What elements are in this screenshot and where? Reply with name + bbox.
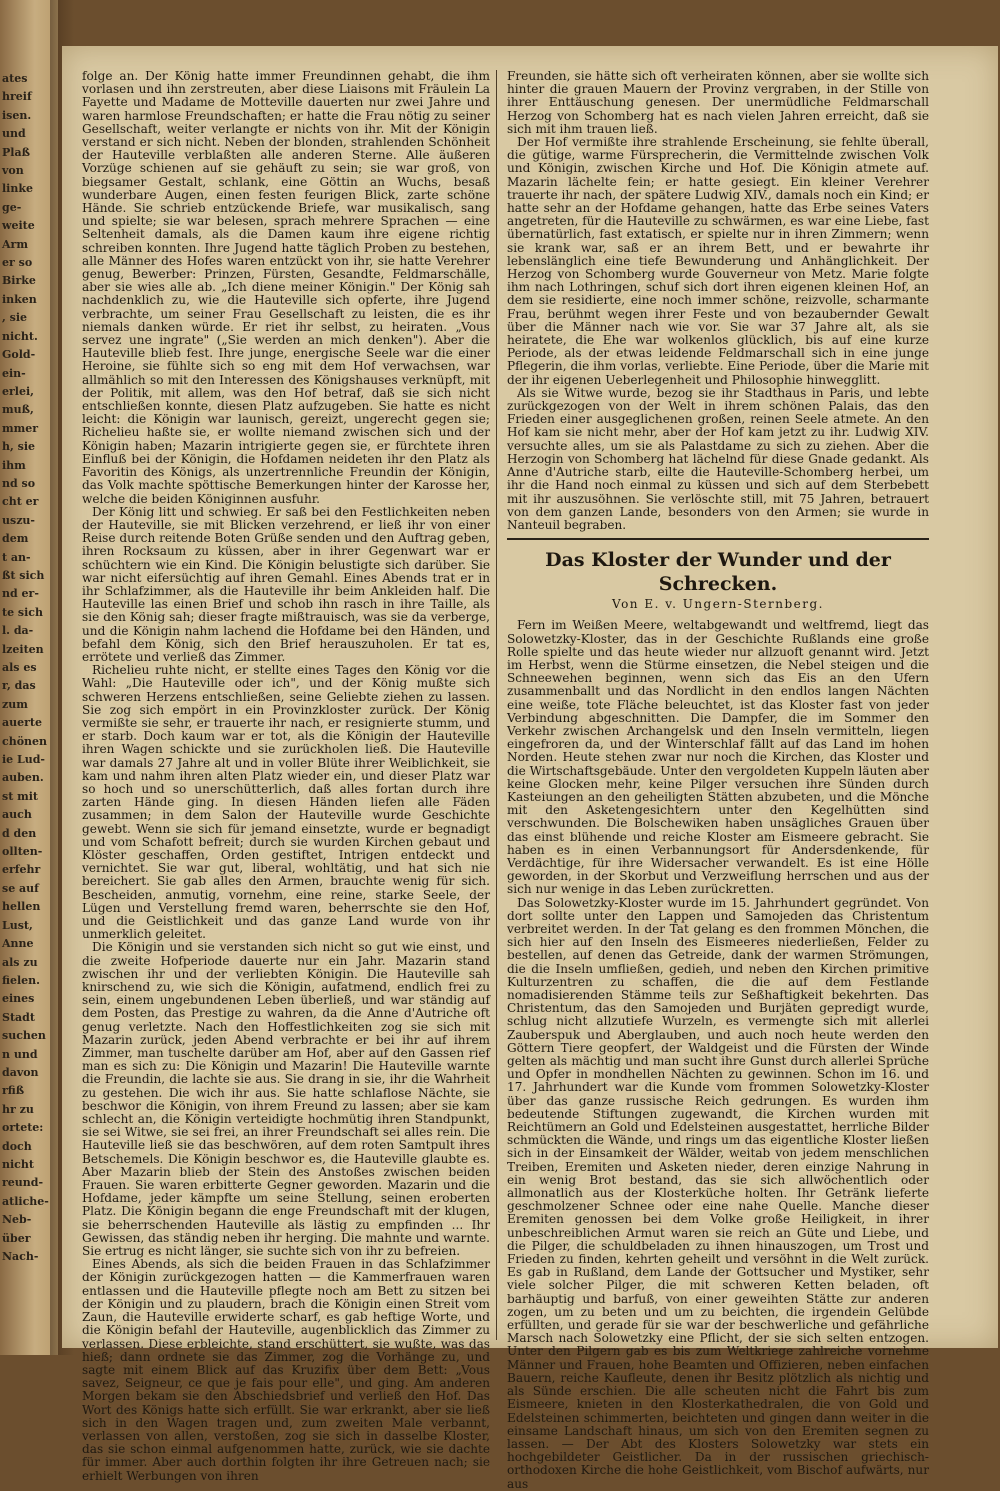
margin-fragment: zum <box>2 698 28 711</box>
margin-fragment: ein- <box>2 367 26 380</box>
margin-fragment: erlei, <box>2 385 34 398</box>
margin-fragment: atliche- <box>2 1195 49 1208</box>
margin-fragment: , sie <box>2 311 28 324</box>
margin-fragment: auerte <box>2 716 42 729</box>
margin-fragment: muß, <box>2 403 34 416</box>
article-byline: Von E. v. Ungern-Sternberg. <box>612 597 824 612</box>
margin-fragment: Birke <box>2 274 36 287</box>
margin-fragment: weite <box>2 219 35 232</box>
margin-fragment: cht er <box>2 495 39 508</box>
newspaper-page <box>62 46 998 1491</box>
margin-fragment: st mit <box>2 790 39 803</box>
margin-fragment: als es <box>2 661 37 674</box>
margin-fragment: Arm <box>2 238 28 251</box>
margin-fragment: mmer <box>2 422 39 435</box>
margin-fragment: se auf <box>2 882 39 895</box>
margin-fragment: te sich <box>2 606 43 619</box>
margin-fragment: fielen. <box>2 974 41 987</box>
margin-fragment: reund- <box>2 1176 44 1189</box>
left-column <box>82 69 490 1483</box>
margin-fragment: Plaß <box>2 146 30 159</box>
margin-fragment: lzeiten <box>2 643 44 656</box>
margin-fragment: nicht. <box>2 330 38 343</box>
margin-fragment: eines <box>2 992 35 1005</box>
margin-fragment: d den <box>2 827 37 840</box>
paragraph: Als sie Witwe wurde, bezog sie ihr Stadthaus in Paris, und lebte zurückgezogen von der Welt in ihrem schönen Palais, das den Frieden einer ausgeglichenen großen, reinen Seele atmete. An den Hof kam sie nicht mehr, aber der Hof kam jetzt zu ihr. Ludwig XIV. versuchte alles, um sie als Palastdame zu sich zu ziehen. Aber die Herzogin von Schomberg hat lächelnd für diese Gnade gedankt. Als Anne d'Autriche starb, eilte die Hauteville-Schomberg herbei, um ihr die Hand noch einmal zu küssen und sich auf dem Sterbebett mit ihr auszusöhnen. Sie verlöschte still, mit 75 Jahren, betrauert von dem ganzen Lande, besonders von den Armen; sie wurde in Nanteuil begraben. <box>507 385 929 532</box>
paragraph: folge an. Der König hatte immer Freundinnen gehabt, die ihm vorlasen und ihn zerstreuten, aber diese Liaisons mit Fräulein La Fayette und Madame de Motteville dauerten nur zwei Jahre und waren harmlose Freundschaften; er hatte die Frau nötig zu seiner Gesellschaft, weiter verlangte er nichts von ihr. Mit der Königin verstand er sich nicht. Neben der blonden, strahlenden Schönheit der Hauteville verblaßten alle anderen Sterne. Alle äußeren Vorzüge schienen auf sie gehäuft zu sein; sie war groß, von biegsamer Gestalt, schlank, eine Göttin an Wuchs, besaß wunderbare Augen, einen festen feurigen Blick, zarte schöne Hände. Sie schrieb entzückende Briefe, war musikalisch, sang und spielte; sie war belesen, sprach mehrere Sprachen — eine Seltenheit damals, als die Damen kaum ihre eigene richtig schreiben konnten. Ihre Jugend hatte täglich Proben zu bestehen, alle Männer des Hofes waren entzückt von ihr, sie hatte Verehrer genug, Bewerber: Prinzen, Fürsten, Gesandte, Feldmarschälle, aber sie wies alle ab. „Ich diene meiner Königin." Der König sah nachdenklich zu, wie die Hauteville sich opferte, ihre Jugend verbrachte, um seiner Frau Gesellschaft zu leisten, die es ihr niemals danken würde. Er riet ihr selbst, zu heiraten. „Vous servez une ingrate" („Sie werden an mich denken"). Aber die Hauteville blieb fest. Ihre junge, energische Seele war die einer Heroine, sie fühlte sich so eng mit dem Hof verwachsen, war allmählich so mit den Interessen des Königshauses verknüpft, mit der Politik, mit allem, was den Hof betraf, daß sie sich nicht entschließen konnte, diesen Platz aufzugeben. Sie hatte es nicht leicht: die Königin war launisch, gereizt, ungerecht gegen sie; Richelieu haßte sie, er wollte niemand zwischen sich und der Königin haben; Mazarin intrigierte gegen sie, er fürchtete ihren Einfluß bei der Königin, die Hofdamen neideten ihr den Platz als Favoritin des Königs, als unzertrennliche Freundin der Königin, das Volk machte spöttische Bemerkungen hinter der Karosse her, welche die beiden Königinnen ausfuhr. <box>82 69 490 506</box>
margin-fragment: über <box>2 1232 31 1245</box>
margin-fragment: hellen <box>2 900 41 913</box>
margin-fragment: h, sie <box>2 440 36 453</box>
margin-fragment: dem <box>2 532 29 545</box>
margin-fragment: davon <box>2 1066 39 1079</box>
margin-fragment: Stadt <box>2 1011 35 1024</box>
margin-fragment: ihm <box>2 459 26 472</box>
margin-fragment: inken <box>2 293 37 306</box>
margin-fragment: Lust, <box>2 919 33 932</box>
paragraph: Der König litt und schwieg. Er saß bei den Festlichkeiten neben der Hauteville, sie mit Blicken verzehrend, er ließ ihr von einer Reise durch reitende Boten Grüße senden und den Auftrag geben, ihren Rocksaum zu küssen, aber in ihrer Gegenwart war er schüchtern wie ein Kind. Die Königin belustigte sich darüber. Sie war nicht eifersüchtig auf ihren Gemahl. Eines Abends trat er in ihr Schlafzimmer, als die Hauteville ihr beim Ankleiden half. Die Hauteville las einen Brief und schob ihn rasch in ihre Taille, als sie den König sah; dieser fragte mißtrauisch, was sie da verberge, und die Königin nahm lachend die Hofdame bei den Händen, und befahl dem König, sich den Brief herauszuholen. Er tat es, errötete und verließ das Zimmer. <box>82 504 490 664</box>
margin-fragment: Nach- <box>2 1250 39 1263</box>
margin-fragment: ates <box>2 72 28 85</box>
margin-fragment: auch <box>2 808 32 821</box>
paragraph: Eines Abends, als sich die beiden Frauen in das Schlafzimmer der Königin zurückgezogen hatten — die Kammerfrauen waren entlassen und die Hauteville pflegte noch am Bett zu sitzen bei der Königin und zu plaudern, brach die Königin einen Streit vom Zaun, die Hauteville erwiderte scharf, es gab heftige Worte, und die Königin befahl der Hauteville, augenblicklich das Zimmer zu verlassen. Diese erbleichte, stand erschüttert, sie wußte, was das hieß; dann ordnete sie das Zimmer, zog die Vorhänge zu, und sagte mit einem Blick auf das Kruzifix über dem Bett: „Vous savez, Seigneur, ce que je fais pour elle", und ging. Am anderen Morgen bekam sie den Abschiedsbrief und verließ den Hof. Das Wort des Königs hatte sich erfüllt. Sie war erkrankt, aber sie ließ sich in den Wagen tragen und, zum zweiten Male verbannt, verlassen von allen, verstoßen, zog sie sich in dasselbe Kloster, das sie schon einmal aufgenommen hatte, zurück, wie sie dachte für immer. Aber auch dorthin folgten ihr ihre Getreuen nach; sie erhielt Werbungen von ihren <box>82 1257 490 1483</box>
margin-fragment: rfiß <box>2 1084 25 1097</box>
margin-fragment: chönen <box>2 735 48 748</box>
paragraph: Freunden, sie hätte sich oft verheiraten können, aber sie wollte sich hinter die grauen Mauern der Provinz vergraben, in der Stille von ihrer Enttäuschung genesen. Der unermüdliche Feldmarschall Herzog von Schomberg hat es nach vielen Jahren erreicht, daß sie sich mit ihm trauen ließ. <box>507 69 929 136</box>
margin-fragment: hr zu <box>2 1103 34 1116</box>
margin-fragment: Anne <box>2 937 34 950</box>
margin-fragment: t an- <box>2 551 31 564</box>
margin-fragment: r, das <box>2 679 36 692</box>
margin-fragment: uszu- <box>2 514 35 527</box>
margin-fragment: nd er- <box>2 587 39 600</box>
paragraph: Der Hof vermißte ihre strahlende Erscheinung, sie fehlte überall, die gütige, warme Fürsprecherin, die Vermittelnde zwischen Volk und Königin, zwischen Kirche und Hof. Die Königin atmete auf. Mazarin lächelte fein; er hatte gesiegt. Ein kleiner Verehrer trauerte ihr nach, der spätere Ludwig XIV., damals noch ein Kind; er hatte sehr an der Hofdame gehangen, hatte das Erbe seines Vaters angetreten, für die Hauteville zu schwärmen, es war eine Liebe, fast übernatürlich, fast extatisch, er spielte nur in ihren Zimmern; wenn sie krank war, saß er an ihrem Bett, und er bewahrte ihr lebenslänglich eine tiefe Bewunderung und Anhänglichkeit. Der Herzog von Schomberg wurde Gouverneur von Metz. Marie folgte ihm nach Lothringen, schuf sich dort ihren eigenen kleinen Hof, an dem sie residierte, eine noch immer schöne, reizvolle, scharmante Frau, berühmt wegen ihrer Feste und von bezaubernder Gewalt über die Männer nach wie vor. Sie war 37 Jahre alt, als sie heiratete, die Ehe war wolkenlos glücklich, bis auf eine kurze Periode, als der etwas leidende Feldmarschall sich in eine junge Pflegerin, die ihm vorlas, verliebte. Eine Periode, über die Marie mit der ihr eigenen Ueberlegenheit und Philosophie hinwegglitt. <box>507 135 929 387</box>
margin-fragment: nicht <box>2 1158 34 1171</box>
article-separator <box>507 538 929 540</box>
paragraph: Das Solowetzky-Kloster wurde im 15. Jahrhundert gegründet. Von dort sollte unter den Lappen und Samojeden das Christentum verbreitet werden. In der Tat gelang es den frommen Mönchen, die sich hier auf den Inseln des Eismeeres niederließen, Felder zu bestellen, auf denen das Getreide, dank der warmen Strömungen, die die Inseln umfließen, gedieh, und neben den Kirchen primitive Kulturzentren zu schaffen, die die auf dem Festlande nomadisierenden Stämme teils zur Seßhaftigkeit bekehrten. Das Christentum, das den Samojeden und Burjäten gepredigt wurde, schlug nicht allzutiefe Wurzeln, es vermengte sich mit allerlei Zauberspuk und Aberglauben, und auch noch heute werden den Göttern Tiere geopfert, der Waldgeist und die Fürsten der Winde gelten als mächtig und man sucht ihre Gunst durch allerlei Sprüche und Opfer in mondhellen Nächten zu gewinnen. Schon im 16. und 17. Jahrhundert war die Kunde vom frommen Solowetzky-Kloster über das ganze russische Reich gedrungen. Es wurden ihm bedeutende Stiftungen zugewandt, die Kirchen wurden mit Reichtümern an Gold und Edelsteinen ausgestattet, herrliche Bilder schmückten die Wände, und rings um das eigentliche Kloster ließen sich in der Einsamkeit der Wälder, weitab von jedem menschlichen Treiben, Eremiten und Asketen nieder, deren einzige Nahrung in ein wenig Brot bestand, das sie sich allwöchentlich oder allmonatlich aus der Klosterküche holten. Ihr Getränk lieferte geschmolzener Schnee oder eine nahe Quelle. Manche dieser Eremiten genossen bei dem Volke große Heiligkeit, in ihrer unbeschreiblichen Armut waren sie reich an Güte und Liebe, und die Pilger, die schuldbeladen zu ihnen hinauszogen, um Trost und Frieden zu finden, kehrten geheilt und versöhnt in die Welt zurück. Es gab in Rußland, dem Lande der Gottsucher und Mystiker, sehr viele solcher Pilger, die mit schweren Ketten beladen, oft barhäuptig und barfuß, von einer geweihten Stätte zur anderen zogen, um zu beten und um zu beichten, die irgendein Gelübde erfüllten, und gerade für sie war der beschwerliche und gefährliche Marsch nach Solowetzky eine Pflicht, der sie sich selten entzogen. Unter den Pilgern gab es bis zum Weltkriege zahlreiche vornehme Männer und Frauen, hohe Beamten und Offizieren, neben einfachen Bauern, reiche Kaufleute, denen ihr Besitz plötzlich als nichtig und als Sünde erschien. Die alle scheuten nicht die Fahrt bis zum Eismeere, knieten in den Klosterkathedralen, die von Gold und Edelsteinen schimmerten, beichteten und gingen dann weiter in die einsame Landschaft hinaus, um sich von den Eremiten segnen zu lassen. — Der Abt des Klosters Solowetzky war stets ein hochgebildeter Geistlicher. Da in der russischen griechisch-orthodoxen Kirche die hohe Geistlichkeit, vom Bischof aufwärts, nur aus <box>507 895 929 1491</box>
margin-fragment: von <box>2 164 24 177</box>
margin-fragment: ßt sich <box>2 569 45 582</box>
margin-fragment: ortete: <box>2 1121 44 1134</box>
margin-fragment: nd so <box>2 477 36 490</box>
margin-fragment: n und <box>2 1048 38 1061</box>
margin-fragment: linke <box>2 182 33 195</box>
margin-fragment: auben. <box>2 771 44 784</box>
margin-fragment: suchen <box>2 1029 46 1042</box>
paragraph: Richelieu ruhte nicht, er stellte eines Tages den König vor die Wahl: „Die Hauteville oder ich", und der König mußte sich schweren Herzens entschließen, seine Geliebte ziehen zu lassen. Sie zog sich empört in ein Provinzkloster zurück. Der König vermißte sie sehr, er trauerte ihr nach, er resignierte stumm, und er starb. Doch kaum war er tot, als die Königin der Hauteville ihren Wagen schickte und sie zurückholen ließ. Die Hauteville war damals 27 Jahre alt und in voller Blüte ihrer Weiblichkeit, sie kam und nahm ihren alten Platz wieder ein, und dieser Platz war so hoch und so unerschütterlich, daß alles fortan durch ihre zarten Hände ging. In diesen Händen liefen alle Fäden zusammen; in dem Salon der Hauteville wurde Geschichte gewebt. Wenn sie sich für jemand einsetzte, wurde er begnadigt und vom Schafott befreit; durch sie wurden Kirchen gebaut und Klöster geschaffen, Orden gestiftet, Intrigen entdeckt und vernichtet. Sie war gut, liberal, wohltätig, und hat sich nie bereichert. Sie gab alles den Armen, brauchte wenig für sich. Bescheiden, anmutig, vornehm, eine reine, starke Seele, der Lügen und Verstellung fremd waren, beherrschte sie den Hof, und die Geistlichkeit und das ganze Land wurde von ihr unmerklich geleitet. <box>82 663 490 942</box>
column-divider <box>496 70 497 1340</box>
right-column <box>507 69 929 1491</box>
margin-fragment: erfehr <box>2 863 41 876</box>
margin-fragment: ollten- <box>2 845 43 858</box>
margin-fragment: und <box>2 127 26 140</box>
paragraph: Die Königin und sie verstanden sich nicht so gut wie einst, und die zweite Hofperiode dauerte nur ein Jahr. Mazarin stand zwischen ihr und der verliebten Königin. Die Hauteville sah knirschend zu, wie sich die Königin, aufatmend, endlich frei zu sein, einem ungebundenen Leben überließ, und war ständig auf dem Posten, das Prestige zu wahren, da die Anne d'Autriche oft genug verletzte. Nach den Hoffestlichkeiten zog sie sich mit Mazarin zurück, jeden Abend verbrachte er bei ihr auf ihrem Zimmer, man tuschelte darüber am Hof, aber auf den Gassen rief man es sich zu: Die Königin und Mazarin! Die Hauteville warnte die Freundin, die lachte sie aus. Sie drang in sie, ihr die Wahrheit zu gestehen. Die wich ihr aus. Sie hatte schlaflose Nächte, sie beschwor die Königin, von ihrem Freund zu lassen; aber sie kam schlecht an, die Königin verteidigte hochmütig ihren Standpunkt, sie sei Witwe, sie sei frei, an ihrer Freundschaft sei alles rein. Die Hauteville ließ sie das beschwören, auf dem roten Samtpult ihres Betschemels. Die Königin beschwor es, die Hauteville glaubte es. Aber Mazarin blieb der Stein des Anstoßes zwischen beiden Frauen. Sie waren erbitterte Gegner geworden. Mazarin und die Hofdame, jeder kämpfte um seine Stellung, seinen eroberten Platz. Die Königin begann die enge Freundschaft mit der klugen, sie beherrschenden Hauteville als lästig zu empfinden ... Ihr Gewissen, das ständig neben ihr herging. Die mahnte und warnte. Sie ertrug es nicht länger, sie suchte sich von ihr zu befreien. <box>82 940 490 1259</box>
margin-fragment: ie Lud- <box>2 753 45 766</box>
margin-fragment: hreif <box>2 90 32 103</box>
paragraph: Fern im Weißen Meere, weltabgewandt und weltfremd, liegt das Solowetzky-Kloster, das in der Geschichte Rußlands eine große Rolle spielte und das heute wieder nur allzuoft genannt wird. Jetzt im Herbst, wenn die Stürme einsetzen, die Nebel steigen und die Schneewehen beginnen, wenn sich das Eis an den Ufern zusammenballt und das Nordlicht in den endlos langen Nächten eine weiße, tote Fläche beleuchtet, ist das Kloster fast von jeder Verbindung abgeschnitten. Die Dampfer, die im Sommer den Verkehr zwischen Archangelsk und den Inseln vermitteln, liegen eingefroren da, und der Winterschlaf fällt auf das Land im hohen Norden. Heute stehen zwar nur noch die Kirchen, das Kloster und die Wirtschaftsgebäude. Unter den vergoldeten Kuppeln läuten aber keine Glocken mehr, keine Pilger versuchen ihre Sünden durch Kasteiungen an den geheiligten Stätten abzubeten, und die Mönche mit den Asketengesichtern unter den Kegelhütten sind verschwunden. Die Bolschewiken haben unsägliches Grauen über das einst blühende und reiche Kloster am Eismeere gebracht. Sie haben es in einen Verbannungsort für Andersdenkende, für Verdächtige, für ihre Widersacher verwandelt. Es ist eine Hölle geworden, in der Skorbut und Verzweiflung herrschen und aus der sich nur wenige in das Leben zurückretten. <box>507 618 929 897</box>
margin-fragment: doch <box>2 1140 32 1153</box>
margin-fragment: ge- <box>2 201 22 214</box>
margin-fragment: isen. <box>2 109 32 122</box>
margin-fragment: er so <box>2 256 33 269</box>
margin-fragment: als zu <box>2 956 38 969</box>
margin-fragment: l. da- <box>2 624 34 637</box>
article-headline: Das Kloster der Wunder und der Schrecken. <box>545 549 891 596</box>
margin-fragment: Gold- <box>2 348 36 361</box>
margin-fragment: Neb- <box>2 1213 32 1226</box>
